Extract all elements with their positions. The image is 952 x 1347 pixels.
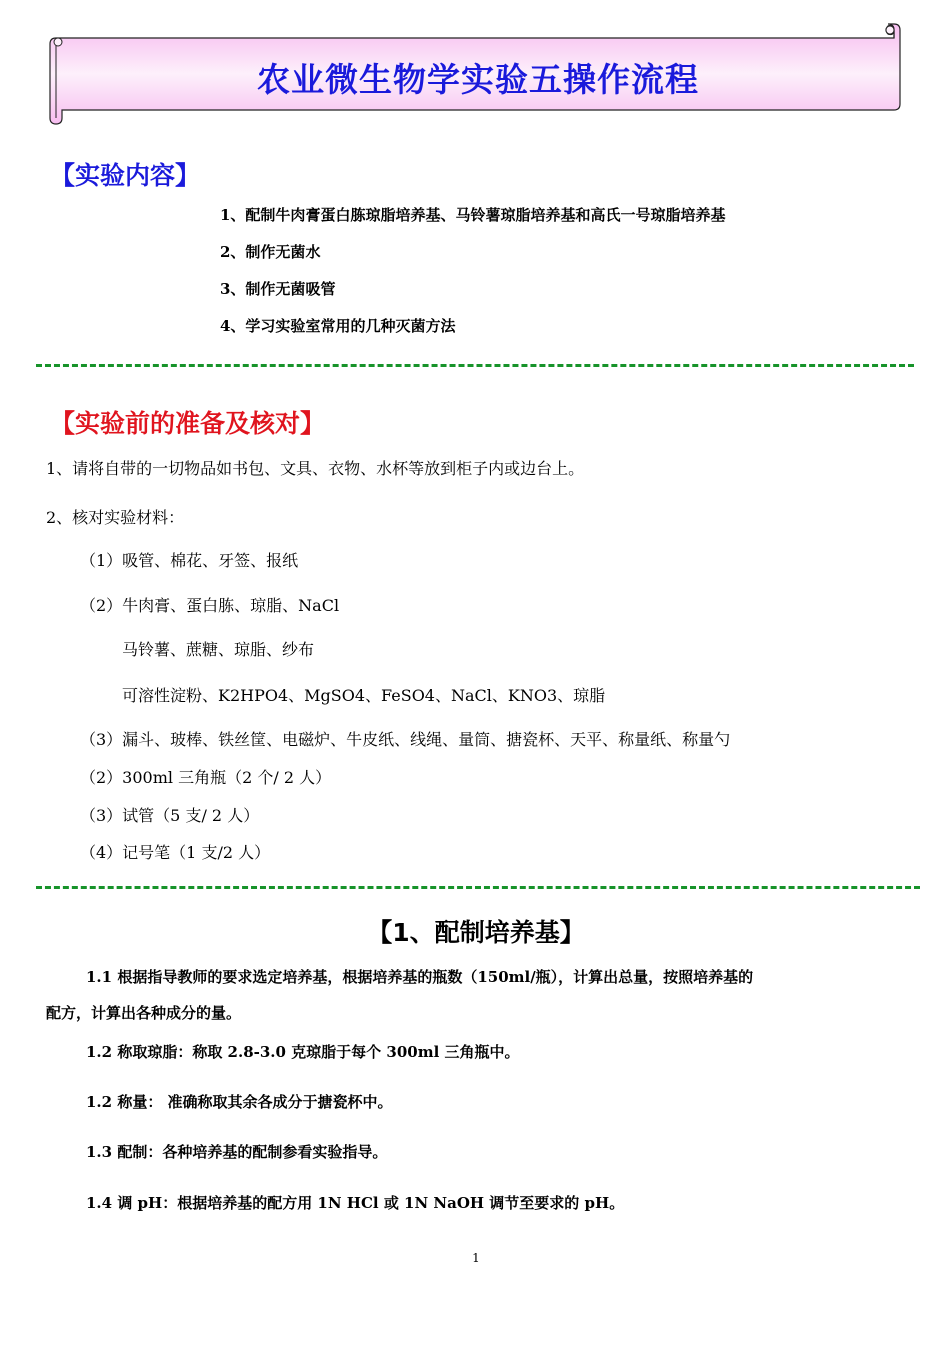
section-heading-media: 【1、配制培养基】 [367, 918, 585, 947]
step-paragraph: 1.4 调 pH：根据培养基的配方用 1N HCl 或 1N NaOH 调节至要求的 pH。 [86, 1194, 625, 1212]
material-item: （1）吸管、棉花、牙签、报纸 [80, 551, 299, 570]
step-paragraph: 1.3 配制：各种培养基的配制参看实验指导。 [86, 1143, 388, 1161]
divider [36, 364, 914, 367]
section-heading-preparation: 【实验前的准备及核对】 [50, 409, 326, 438]
content-item: 1、配制牛肉膏蛋白胨琼脂培养基、马铃薯琼脂培养基和高氏一号琼脂培养基 [220, 206, 726, 224]
page-title: 农业微生物学实验五操作流程 [257, 60, 699, 99]
material-item: 马铃薯、蔗糖、琼脂、纱布 [122, 640, 315, 659]
step-paragraph-cont: 配方，计算出各种成分的量。 [46, 1004, 242, 1022]
page-number: 1 [472, 1251, 480, 1265]
step-paragraph: 1.2 称量： 准确称取其余各成分于搪瓷杯中。 [86, 1093, 393, 1111]
paragraph: 1、请将自带的一切物品如书包、文具、衣物、水杯等放到柜子内或边台上。 [46, 459, 585, 478]
divider [36, 886, 920, 889]
title-banner [48, 22, 906, 126]
section-heading-content: 【实验内容】 [50, 161, 201, 190]
material-item: （2）300ml 三角瓶（2 个/ 2 人） [80, 768, 332, 787]
content-item: 3、制作无菌吸管 [220, 280, 336, 298]
step-paragraph: 1.2 称取琼脂：称取 2.8-3.0 克琼脂于每个 300ml 三角瓶中。 [86, 1043, 520, 1061]
material-item: （3）试管（5 支/ 2 人） [80, 806, 260, 825]
material-item: 可溶性淀粉、K2HPO4、MgSO4、FeSO4、NaCl、KNO3、琼脂 [122, 686, 606, 705]
material-item: （4）记号笔（1 支/2 人） [80, 843, 271, 862]
material-item: （2）牛肉膏、蛋白胨、琼脂、NaCl [80, 596, 340, 615]
content-item: 2、制作无菌水 [220, 243, 321, 261]
paragraph: 2、核对实验材料： [46, 508, 185, 527]
content-item: 4、学习实验室常用的几种灭菌方法 [220, 317, 456, 335]
material-item: （3）漏斗、玻棒、铁丝筐、电磁炉、牛皮纸、线绳、量筒、搪瓷杯、天平、称量纸、称量勺 [80, 730, 731, 749]
step-paragraph: 1.1 根据指导教师的要求选定培养基，根据培养基的瓶数（150ml/瓶），计算出总量，按照培养基的 [86, 968, 754, 986]
